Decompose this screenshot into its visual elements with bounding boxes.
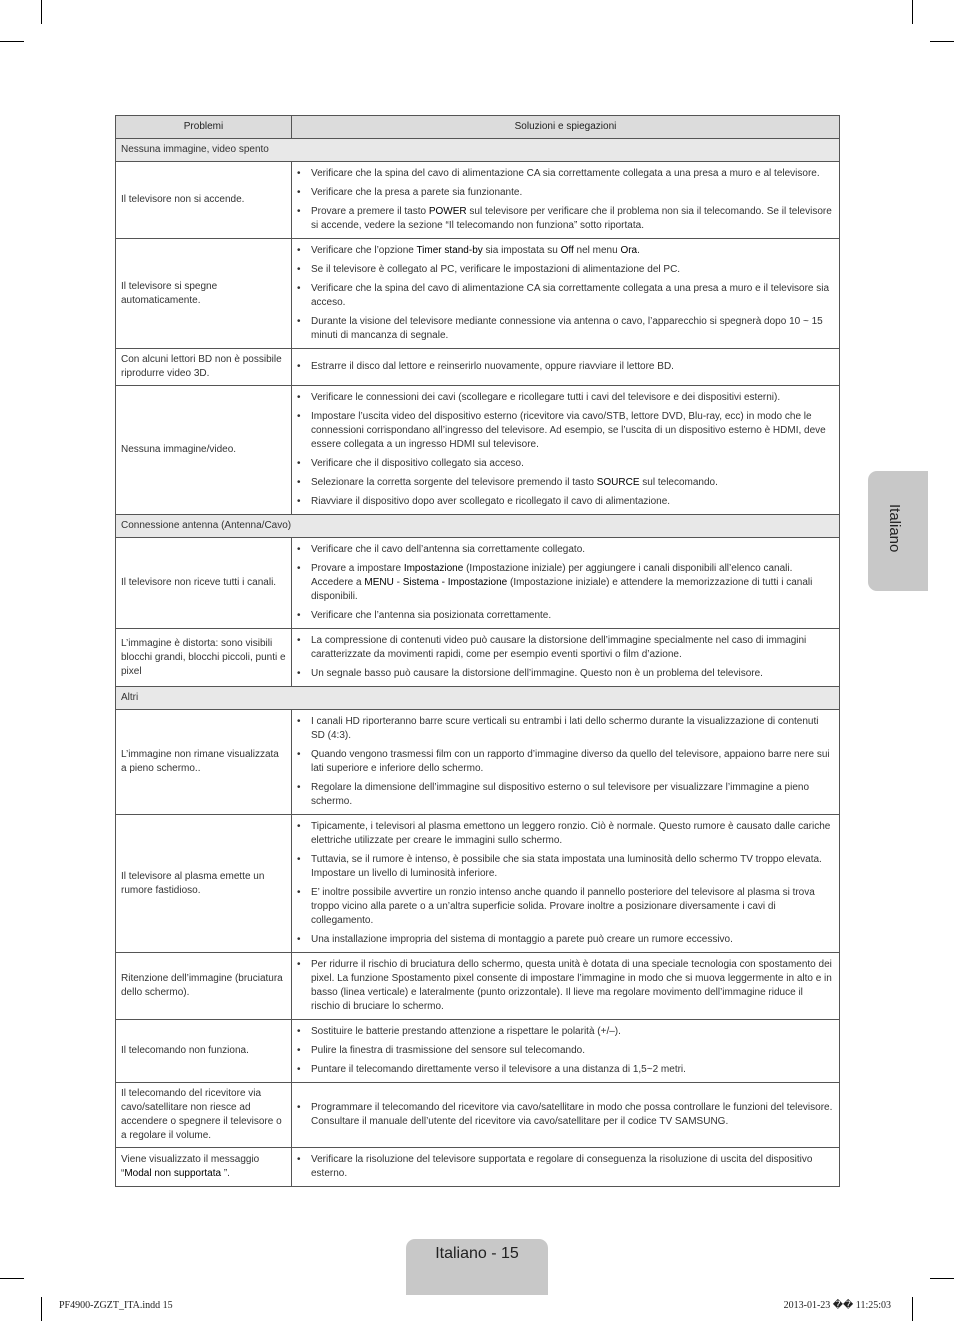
troubleshooting-table <box>115 115 840 1187</box>
text-run: Provare a impostare <box>311 563 404 574</box>
problem-cell: L’immagine non rimane visualizzata a pieno schermo.. <box>116 710 292 815</box>
solution-list <box>297 820 834 947</box>
solution-item <box>311 543 834 557</box>
solution-list <box>297 244 834 343</box>
text-run: Se il televisore è collegato al PC, verificare le impostazioni di alimentazione del PC. <box>311 264 681 275</box>
problem-cell: Il telecomando non funziona. <box>116 1020 292 1083</box>
text-run: Verificare che la spina del cavo di alimentazione CA sia correttamente collegata a una presa a muro e il televisore sia acceso. <box>311 283 830 308</box>
table-row <box>116 1083 840 1148</box>
crop-mark <box>41 1297 42 1321</box>
solution-cell <box>292 815 840 953</box>
solution-list <box>297 360 834 374</box>
text-run: Verificare la risoluzione del televisore supportata e regolare di conseguenza la risoluzione di uscita del dispositivo esterno. <box>311 1154 813 1179</box>
text-run: Verificare che l’antenna sia posizionata correttamente. <box>311 610 552 621</box>
solution-list <box>297 167 834 233</box>
problem-cell: Il televisore non si accende. <box>116 162 292 239</box>
problem-cell: Con alcuni lettori BD non è possibile riprodurre video 3D. <box>116 349 292 386</box>
text-run: Programmare il telecomando del ricevitore via cavo/satellitare in modo che possa controllare le funzioni del televisore. Consultare il manuale dell’utente del ricevitore via cavo/satellitare per il codice TV SAMSUNG. <box>311 1102 833 1127</box>
bold-term: Off <box>560 245 574 256</box>
table-row <box>116 1020 840 1083</box>
bold-term: MENU <box>364 577 394 588</box>
section-row <box>116 687 840 710</box>
solution-item <box>311 820 834 848</box>
solution-cell <box>292 386 840 515</box>
bold-term: Sistema - Impostazione <box>402 577 508 588</box>
solution-item <box>311 167 834 181</box>
text-run: - <box>393 577 403 588</box>
solution-item <box>311 1063 834 1077</box>
solution-cell <box>292 1020 840 1083</box>
text-run: Pulire la finestra di trasmissione del sensore sul telecomando. <box>311 1045 586 1056</box>
solution-cell <box>292 349 840 386</box>
problem-cell: L’immagine è distorta: sono visibili blocchi grandi, blocchi piccoli, punti e pixel <box>116 629 292 687</box>
solution-list <box>297 715 834 809</box>
solution-cell <box>292 239 840 349</box>
text-run: . <box>637 245 640 256</box>
text-run: La compressione di contenuti video può causare la distorsione dell’immagine specialmente nel caso di immagini caratterizzate da movimenti rapidi, come per esempio eventi sportivi o film d’azione. <box>311 635 807 660</box>
solution-cell <box>292 162 840 239</box>
crop-mark <box>912 0 913 24</box>
bold-term: Modal non supportata <box>124 1168 222 1179</box>
page-number-tab <box>406 1239 548 1295</box>
problem-cell: Il televisore non riceve tutti i canali. <box>116 538 292 629</box>
text-run: Durante la visione del televisore mediante connessione via antenna o cavo, l’apparecchio si spegnerà dopo 10 ~ 15 minuti di mancanza di segnale. <box>311 316 823 341</box>
solution-item <box>311 205 834 233</box>
text-run: Estrarre il disco dal lettore e reinserirlo nuovamente, oppure riavviare il lettore BD. <box>311 361 674 372</box>
section-row <box>116 139 840 162</box>
text-run: sul telecomando. <box>639 477 718 488</box>
solution-list <box>297 1025 834 1077</box>
solution-cell <box>292 538 840 629</box>
bold-term: Impostazione <box>403 563 464 574</box>
solution-item <box>311 609 834 623</box>
solution-item <box>311 391 834 405</box>
solution-cell <box>292 1083 840 1148</box>
solution-item <box>311 315 834 343</box>
solution-item <box>311 360 834 374</box>
text-run: Verificare che la presa a parete sia funzionante. <box>311 187 523 198</box>
solution-item <box>311 748 834 776</box>
solution-item <box>311 410 834 452</box>
solution-list <box>297 1101 834 1129</box>
solution-cell <box>292 629 840 687</box>
text-run: Verificare che l’opzione <box>311 245 417 256</box>
solutions-header: Soluzioni e spiegazioni <box>292 116 840 139</box>
text-run: Riavviare il dispositivo dopo aver scollegato e ricollegato il cavo di alimentazione. <box>311 496 671 507</box>
problem-cell: Il televisore si spegne automaticamente. <box>116 239 292 349</box>
solution-cell <box>292 1148 840 1187</box>
table-body <box>116 139 840 1187</box>
table-row <box>116 953 840 1020</box>
solution-item <box>311 1153 834 1181</box>
solution-item <box>311 781 834 809</box>
text-run: Verificare le connessioni dei cavi (scollegare e ricollegare tutti i cavi del televisore e dei dispositivi esterni). <box>311 392 781 403</box>
problem-cell: Ritenzione dell’immagine (bruciatura dello schermo). <box>116 953 292 1020</box>
text-run: Viene visualizzato il messaggio “ <box>121 1154 260 1179</box>
text-run: Tuttavia, se il rumore è intenso, è possibile che sia stata impostata una luminosità dello schermo TV troppo elevata. Impostare un livello di luminosità inferiore. <box>311 854 822 879</box>
text-run: Verificare che il cavo dell’antenna sia correttamente collegato. <box>311 544 586 555</box>
solution-item <box>311 958 834 1014</box>
table-row <box>116 239 840 349</box>
crop-mark <box>0 41 24 42</box>
crop-mark <box>912 1297 913 1321</box>
solution-item <box>311 186 834 200</box>
text-run: Selezionare la corretta sorgente del televisore premendo il tasto <box>311 477 597 488</box>
language-side-tab <box>868 471 928 591</box>
solution-cell <box>292 953 840 1020</box>
solution-list <box>297 1153 834 1181</box>
text-run: E’ inoltre possibile avvertire un ronzio intenso anche quando il pannello posteriore del televisore al plasma si trova troppo vicino alla parete o a un’altra superficie solida. Provare inoltre a posizionare diversamente i cavi di collegamento. <box>311 887 815 926</box>
section-title: Connessione antenna (Antenna/Cavo) <box>116 515 840 538</box>
text-run: Provare a premere il tasto <box>311 206 429 217</box>
solution-list <box>297 634 834 681</box>
table-header-row <box>116 116 840 139</box>
table-row <box>116 815 840 953</box>
bold-term: Ora <box>620 245 638 256</box>
crop-mark <box>930 41 954 42</box>
table-row <box>116 386 840 515</box>
solution-cell <box>292 710 840 815</box>
problem-cell: Il televisore al plasma emette un rumore fastidioso. <box>116 815 292 953</box>
solution-list <box>297 958 834 1014</box>
problem-cell: Il telecomando del ricevitore via cavo/satellitare non riesce ad accendere o spegnere il televisore o a regolare il volume. <box>116 1083 292 1148</box>
bold-term: SOURCE <box>596 477 640 488</box>
text-run: Una installazione impropria del sistema di montaggio a parete può creare un rumore eccessivo. <box>311 934 733 945</box>
text-run: (Impostazione iniziale) per aggiungere i canali disponibili all’elenco canali. Accedere a <box>311 563 793 588</box>
text-run: Per ridurre il rischio di bruciatura dello schermo, questa unità è dotata di una speciale tecnologia con spostamento dei pixel. La funzione Spostamento pixel consente di impostare l’immagine in modo che si muova leggermente in alto e in basso (linea verticale) e lateralmente (punto orizzontale). Il lieve ma regolare movimento dell’immagine riduce il rischio di bruciare lo schermo. <box>311 959 832 1012</box>
text-run: ”. <box>221 1168 230 1179</box>
page-number-label: Italiano - 15 <box>435 1245 519 1262</box>
solution-item <box>311 263 834 277</box>
solution-item <box>311 667 834 681</box>
solution-item <box>311 1025 834 1039</box>
solution-list <box>297 543 834 623</box>
solution-list <box>297 391 834 509</box>
text-run: Impostare l’uscita video del dispositivo esterno (ricevitore via cavo/STB, lettore DVD, Blu-ray, ecc) in modo che le connessioni corrispondano all’ingresso del televisore. Ad esempio, se l’uscita di un dispositivo esterno è HDMI, deve essere collegata a un ingresso HDMI sul televisore. <box>311 411 826 450</box>
solution-item <box>311 853 834 881</box>
solution-item <box>311 244 834 258</box>
table-row <box>116 710 840 815</box>
solution-item <box>311 634 834 662</box>
solution-item <box>311 886 834 928</box>
solution-item <box>311 457 834 471</box>
problems-header: Problemi <box>116 116 292 139</box>
bold-term: POWER <box>428 206 467 217</box>
solution-item <box>311 715 834 743</box>
section-row <box>116 515 840 538</box>
table-row <box>116 162 840 239</box>
solution-item <box>311 562 834 604</box>
text-run: Un segnale basso può causare la distorsione dell’immagine. Questo non è un problema del televisore. <box>311 668 763 679</box>
section-title: Altri <box>116 687 840 710</box>
text-run: Tipicamente, i televisori al plasma emettono un leggero ronzio. Ciò è normale. Questo rumore è causato dalle cariche elettriche utilizzate per creare le immagini sullo schermo. <box>311 821 831 846</box>
problem-cell: Nessuna immagine/video. <box>116 386 292 515</box>
text-run: sul televisore per verificare che il problema non sia il telecomando. Se il televisore si accende, vedere la sezione “Il telecomando non funziona” sotto riportata. <box>311 206 832 231</box>
section-title: Nessuna immagine, video spento <box>116 139 840 162</box>
text-run: Regolare la dimensione dell’immagine sul dispositivo esterno o sul televisore per visualizzare l’immagine a pieno schermo. <box>311 782 810 807</box>
text-run: Quando vengono trasmessi film con un rapporto d’immagine diverso da quello del televisore, appaiono barre nere sui lati superiore e inferiore dello schermo. <box>311 749 830 774</box>
text-run: Verificare che la spina del cavo di alimentazione CA sia correttamente collegata a una presa a muro e al televisore. <box>311 168 820 179</box>
solution-item <box>311 282 834 310</box>
solution-item <box>311 933 834 947</box>
solution-item <box>311 1044 834 1058</box>
print-file-info: PF4900-ZGZT_ITA.indd 15 <box>59 1300 173 1311</box>
table-row <box>116 538 840 629</box>
text-run: (Impostazione iniziale) e attendere la memorizzazione di tutti i canali disponibili. <box>311 577 813 602</box>
problem-cell <box>116 1148 292 1187</box>
text-run: Sostituire le batterie prestando attenzione a rispettare le polarità (+/–). <box>311 1026 621 1037</box>
crop-mark <box>930 1278 954 1279</box>
print-date-info: 2013-01-23 �� 11:25:03 <box>783 1300 891 1311</box>
crop-mark <box>41 0 42 24</box>
text-run: sia impostata su <box>482 245 561 256</box>
text-run: Puntare il telecomando direttamente verso il televisore a una distanza di 1,5~2 metri. <box>311 1064 686 1075</box>
crop-mark <box>0 1278 24 1279</box>
text-run: Verificare che il dispositivo collegato sia acceso. <box>311 458 524 469</box>
solution-item <box>311 1101 834 1129</box>
table-row <box>116 1148 840 1187</box>
table-row <box>116 629 840 687</box>
table-row <box>116 349 840 386</box>
text-run: nel menu <box>573 245 621 256</box>
solution-item <box>311 476 834 490</box>
solution-item <box>311 495 834 509</box>
language-label: Italiano <box>886 504 903 553</box>
bold-term: Timer stand-by <box>416 245 483 256</box>
text-run: I canali HD riporteranno barre scure verticali su entrambi i lati dello schermo durante la visualizzazione di contenuti SD (4:3). <box>311 716 819 741</box>
